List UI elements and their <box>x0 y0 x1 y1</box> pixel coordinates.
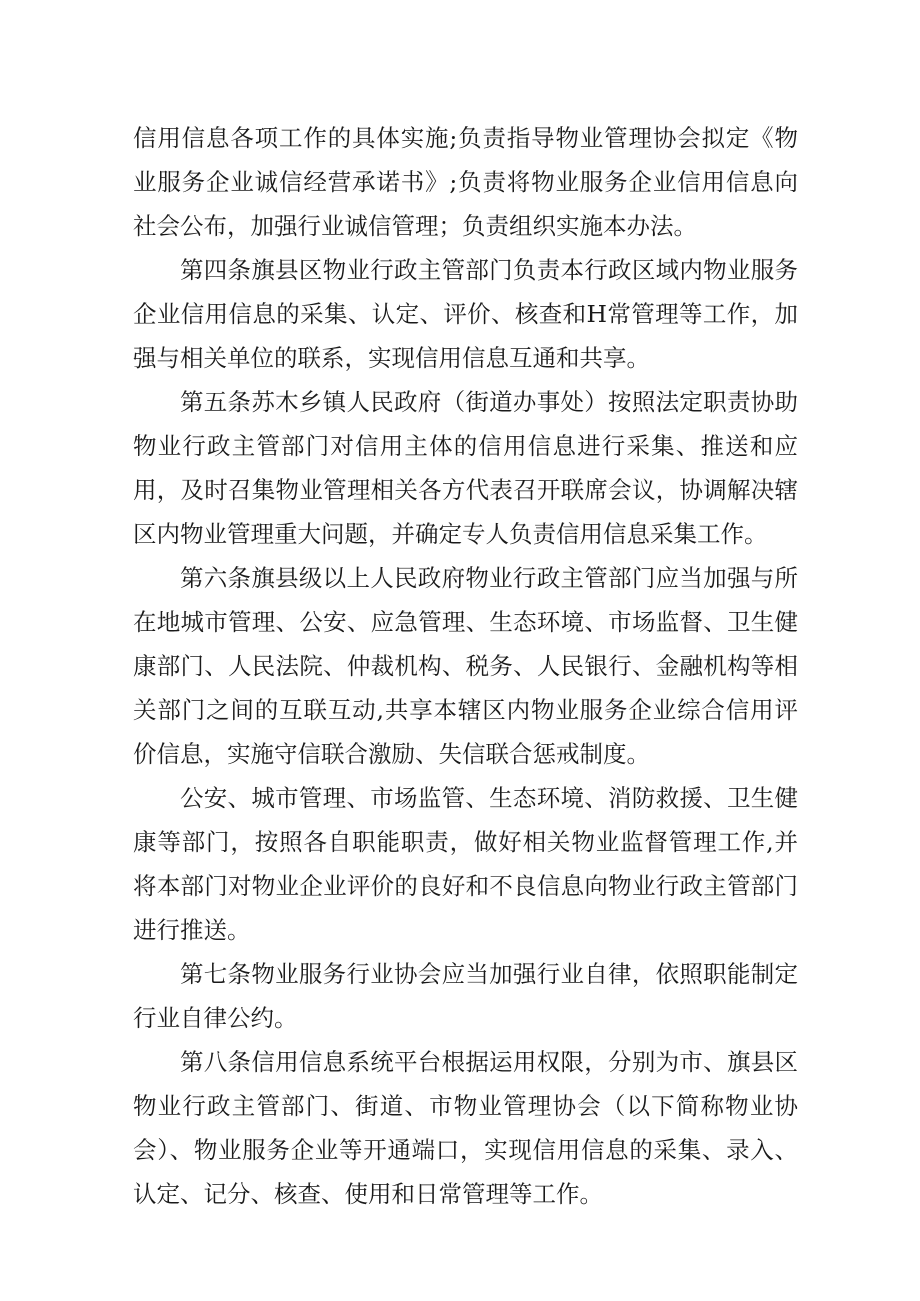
paragraph-departments: 公安、城市管理、市场监管、生态环境、消防救援、卫生健康等部门，按照各自职能职责，做好相关物业监督管理工作,并将本部门对物业企业评价的良好和不良信息向物业行政主管部门进行推送。 <box>133 784 798 944</box>
paragraph-continued-duties: 信用信息各项工作的具体实施;负责指导物业管理协会拟定《物业服务企业诚信经营承诺书》;负责将物业服务企业信用信息向社会公布，加强行业诚信管理；负责组织实施本办法。 <box>133 124 798 240</box>
paragraph-article-4: 第四条旗县区物业行政主管部门负责本行政区域内物业服务企业信用信息的采集、认定、评价、核查和H常管理等工作，加强与相关单位的联系，实现信用信息互通和共享。 <box>133 256 798 372</box>
paragraph-article-5: 第五条苏木乡镇人民政府（街道办事处）按照法定职责协助物业行政主管部门对信用主体的信用信息进行采集、推送和应用，及时召集物业管理相关各方代表召开联席会议，协调解决辖区内物业管理重大问题，并确定专人负责信用信息采集工作。 <box>133 388 798 548</box>
paragraph-article-8: 第八条信用信息系统平台根据运用权限，分别为市、旗县区物业行政主管部门、街道、市物业管理协会（以下简称物业协会）、物业服务企业等开通端口，实现信用信息的采集、录入、认定、记分、核查、使用和日常管理等工作。 <box>133 1048 798 1208</box>
paragraph-article-6: 第六条旗县级以上人民政府物业行政主管部门应当加强与所在地城市管理、公安、应急管理、生态环境、市场监督、卫生健康部门、人民法院、仲裁机构、税务、人民银行、金融机构等相关部门之间的互联互动,共享本辖区内物业服务企业综合信用评价信息，实施守信联合激励、失信联合惩戒制度。 <box>133 564 798 768</box>
paragraph-article-7: 第七条物业服务行业协会应当加强行业自律，依照职能制定行业自律公约。 <box>133 960 798 1032</box>
